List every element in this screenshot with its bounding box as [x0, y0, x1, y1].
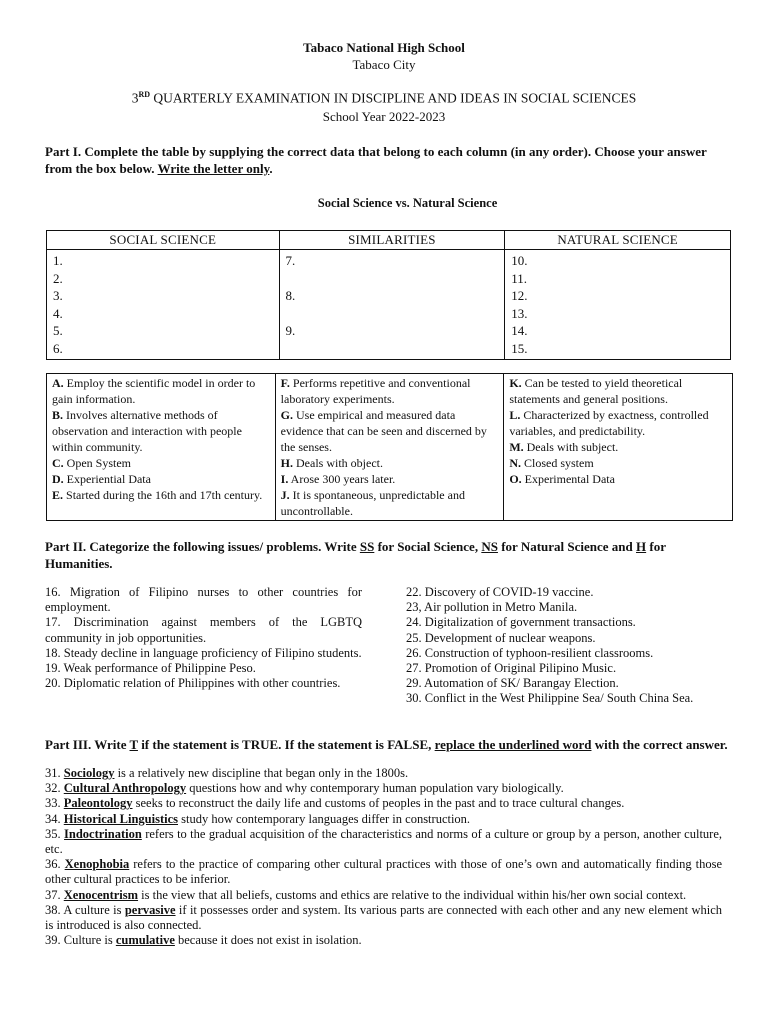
school-city: Tabaco City [352, 57, 416, 72]
part2-right-column [406, 585, 722, 707]
quarter-suffix: RD [138, 90, 151, 99]
column-header-natural-science: NATURAL SCIENCE [505, 231, 731, 250]
choice-n [509, 455, 727, 471]
list-item: 29. Automation of SK/ Barangay Election. [406, 676, 619, 691]
part2-h: H [636, 539, 647, 554]
statement-keyword: Cultural Anthropology [63, 781, 187, 796]
choice-text: Use empirical and measured data evidence that can be seen and discerned by the senses. [280, 408, 487, 454]
exam-title-text: QUARTERLY EXAMINATION IN DISCIPLINE AND IDEAS IN SOCIAL SCIENCES [150, 90, 637, 106]
statement-text: seeks to reconstruct the daily life and customs of peoples in the past and to trace cultural changes. [132, 796, 625, 811]
answer-number: 10. [511, 253, 528, 268]
list-item: 23, Air pollution in Metro Manila. [406, 600, 578, 615]
choice-letter: I. [280, 472, 289, 486]
list-item: 27. Promotion of Original Pilipino Music. [406, 661, 617, 676]
list-item: 26. Construction of typhoon-resilient classrooms. [406, 645, 654, 660]
choice-letter: G. [280, 408, 293, 422]
statement-keyword: Historical Linguistics [63, 811, 178, 826]
list-item: 17. Discrimination against members of the LGBTQ community in job opportunities. [45, 615, 362, 645]
part2-instructions [45, 538, 735, 572]
column-header-social-science: SOCIAL SCIENCE [47, 231, 280, 250]
part3-instr-text: if the statement is TRUE. If the statement is FALSE, [137, 737, 435, 752]
answer-number: 3. [53, 288, 63, 303]
statement-item [45, 766, 722, 781]
choice-j [281, 487, 499, 519]
choice-h [281, 455, 499, 471]
choice-letter: J. [280, 488, 290, 502]
part2-instr-text: for Humanities. [45, 539, 666, 571]
statement-number: 38. A culture is [45, 902, 125, 917]
statement-text: refers to the practice of comparing other cultural practices with those of one’s own and automatically finding those other cultural practices to be inferior. [45, 857, 722, 887]
part1-instr-text: Part I. Complete the table by supplying the correct data that belong to each column (in any order). Choose your answer from the box below. [45, 144, 707, 176]
answer-number: 4. [53, 305, 63, 321]
answer-table [46, 230, 731, 360]
choices-box [46, 373, 733, 521]
statement-item [45, 827, 722, 857]
choice-text: Started during the 16th and 17th century. [63, 488, 263, 502]
choice-text: Deals with object. [293, 456, 383, 470]
part2-instr-text: for Social Science, [374, 539, 482, 554]
statement-item [45, 812, 722, 827]
answer-number: 13. [511, 305, 528, 321]
choice-text: Can be tested to yield theoretical statements and general positions. [509, 376, 683, 406]
choice-text: It is spontaneous, unpredictable and uncontrollable. [280, 488, 465, 518]
choice-letter: H. [280, 456, 293, 470]
choice-g [281, 407, 499, 455]
statement-text: if it possesses order and system. Its various parts are connected with each other and any new element which is introduced is also connected. [45, 902, 722, 933]
choice-text: Performs repetitive and conventional laboratory experiments. [280, 376, 471, 406]
statement-number: 32. [45, 781, 64, 796]
statement-text: is a relatively new discipline that began only in the 1800s. [114, 766, 409, 780]
list-item: 20. Diplomatic relation of Philippines with other countries. [45, 676, 341, 691]
answer-number: 14. [511, 323, 528, 338]
statement-keyword: Paleontology [63, 796, 133, 811]
statement-text: is the view that all beliefs, customs and ethics are relative to the individual within his/her own social context. [138, 887, 687, 902]
statement-item [45, 796, 722, 811]
choice-i [281, 471, 499, 487]
school-year: School Year 2022-2023 [322, 109, 446, 124]
part3-instructions [45, 737, 735, 753]
choice-c [52, 455, 270, 471]
list-item: 25. Development of nuclear weapons. [406, 630, 596, 645]
choice-e [52, 487, 270, 503]
list-item: 24. Digitalization of government transactions. [406, 615, 636, 630]
part3-statements [45, 766, 722, 948]
natural-science-cell[interactable] [505, 250, 731, 360]
answer-number: 8. [285, 288, 296, 303]
choice-f [281, 375, 499, 407]
choice-text: Experimental Data [521, 472, 615, 486]
answer-number: 15. [511, 340, 528, 356]
table-title: Social Science vs. Natural Science [317, 196, 498, 210]
choice-letter: E. [52, 488, 64, 502]
choice-o [509, 471, 727, 487]
choice-letter: M. [509, 440, 524, 454]
statement-keyword: pervasive [124, 902, 176, 917]
answer-table-header [47, 231, 731, 250]
statement-number: 31. [45, 766, 64, 780]
blank-line [286, 270, 499, 288]
statement-item [45, 781, 722, 796]
part3-t: T [129, 737, 138, 752]
choices-column-1 [47, 374, 276, 521]
part2-ss: SS [359, 539, 375, 554]
list-item: 30. Conflict in the West Philippine Sea/ South China Sea. [406, 691, 694, 706]
statement-number: 37. [45, 887, 64, 902]
statement-item [45, 857, 722, 887]
choice-letter: A. [52, 376, 64, 390]
part3-instr-text: with the correct answer. [591, 737, 728, 752]
choice-letter: K. [509, 376, 522, 390]
part3-instr-text: Part III. Write [45, 737, 130, 752]
answer-number: 9. [285, 323, 296, 338]
choice-text: Deals with subject. [523, 440, 619, 454]
statement-number: 33. [45, 796, 64, 811]
quarter-number: 3 [131, 90, 139, 106]
choice-m [509, 439, 727, 455]
part3-replace: replace the underlined word [434, 737, 592, 752]
choice-text: Arose 300 years later. [288, 472, 396, 486]
part2-instr-text: Part II. Categorize the following issues/ problems. Write [45, 539, 360, 554]
statement-text: because it does not exist in isolation. [174, 933, 362, 948]
choices-row [47, 374, 733, 521]
answer-number: 7. [285, 253, 296, 268]
part1-instructions [45, 143, 735, 177]
list-item: 18. Steady decline in language proficiency of Filipino students. [45, 645, 362, 660]
choices-column-2 [275, 374, 504, 521]
statement-item [45, 903, 722, 933]
part2-ns: NS [481, 539, 498, 554]
choices-column-3 [504, 374, 733, 521]
part2-instr-text: for Natural Science and [497, 539, 637, 554]
part2-left-column [45, 585, 362, 691]
statement-keyword: Xenophobia [64, 857, 130, 872]
answer-number: 5. [53, 323, 63, 338]
choice-letter: N. [509, 456, 521, 470]
choice-text: Characterized by exactness, controlled variables, and predictability. [509, 408, 709, 438]
choice-letter: L. [509, 408, 521, 422]
choice-l [509, 407, 727, 439]
statement-keyword: cumulative [115, 933, 175, 948]
choice-letter: D. [52, 472, 64, 486]
choice-text: Open System [63, 456, 132, 470]
statement-item [45, 888, 722, 903]
answer-table-row [47, 250, 731, 360]
choice-text: Involves alternative methods of observation and interaction with people within community. [52, 408, 242, 454]
statement-number: 35. [45, 826, 65, 841]
choice-letter: C. [52, 456, 64, 470]
choice-a [52, 375, 270, 407]
similarities-cell[interactable] [279, 250, 505, 360]
choice-letter: F. [280, 376, 290, 390]
list-item: 22. Discovery of COVID-19 vaccine. [406, 585, 594, 599]
statement-text: questions how and why contemporary human population vary biologically. [186, 781, 564, 796]
answer-number: 1. [53, 253, 63, 268]
statement-keyword: Xenocentrism [63, 887, 139, 902]
exam-title [0, 90, 768, 107]
choice-text: Closed system [520, 456, 594, 470]
answer-number: 11. [511, 270, 528, 286]
statement-keyword: Indoctrination [64, 826, 142, 841]
choice-letter: O. [509, 472, 522, 486]
statement-item [45, 933, 722, 948]
blank-line [286, 305, 499, 323]
choice-text: Employ the scientific model in order to gain information. [52, 376, 256, 406]
list-item: 16. Migration of Filipino nurses to other countries for employment. [45, 585, 362, 615]
choice-b [52, 407, 270, 455]
statement-keyword: Sociology [63, 766, 115, 780]
answer-number: 2. [53, 270, 63, 286]
school-name: Tabaco National High School [303, 40, 465, 55]
statement-text: refers to the gradual acquisition of the characteristics and norms of a culture or group by a person, another culture, etc. [45, 826, 723, 857]
part1-instr-end: . [269, 161, 273, 176]
list-item: 19. Weak performance of Philippine Peso. [45, 661, 256, 676]
part1-instr-underlined: Write the letter only [157, 161, 270, 176]
choice-text: Experiential Data [63, 472, 151, 486]
statement-text: study how contemporary languages differ in construction. [178, 811, 471, 826]
choice-k [509, 375, 727, 407]
statement-number: 36. [45, 857, 65, 872]
column-header-similarities: SIMILARITIES [279, 231, 505, 250]
answer-number: 6. [53, 340, 63, 356]
choice-letter: B. [52, 408, 64, 422]
choice-d [52, 471, 270, 487]
social-science-cell[interactable] [47, 250, 280, 360]
answer-number: 12. [511, 288, 528, 303]
statement-number: 34. [45, 811, 64, 826]
statement-number: 39. Culture is [45, 933, 116, 948]
